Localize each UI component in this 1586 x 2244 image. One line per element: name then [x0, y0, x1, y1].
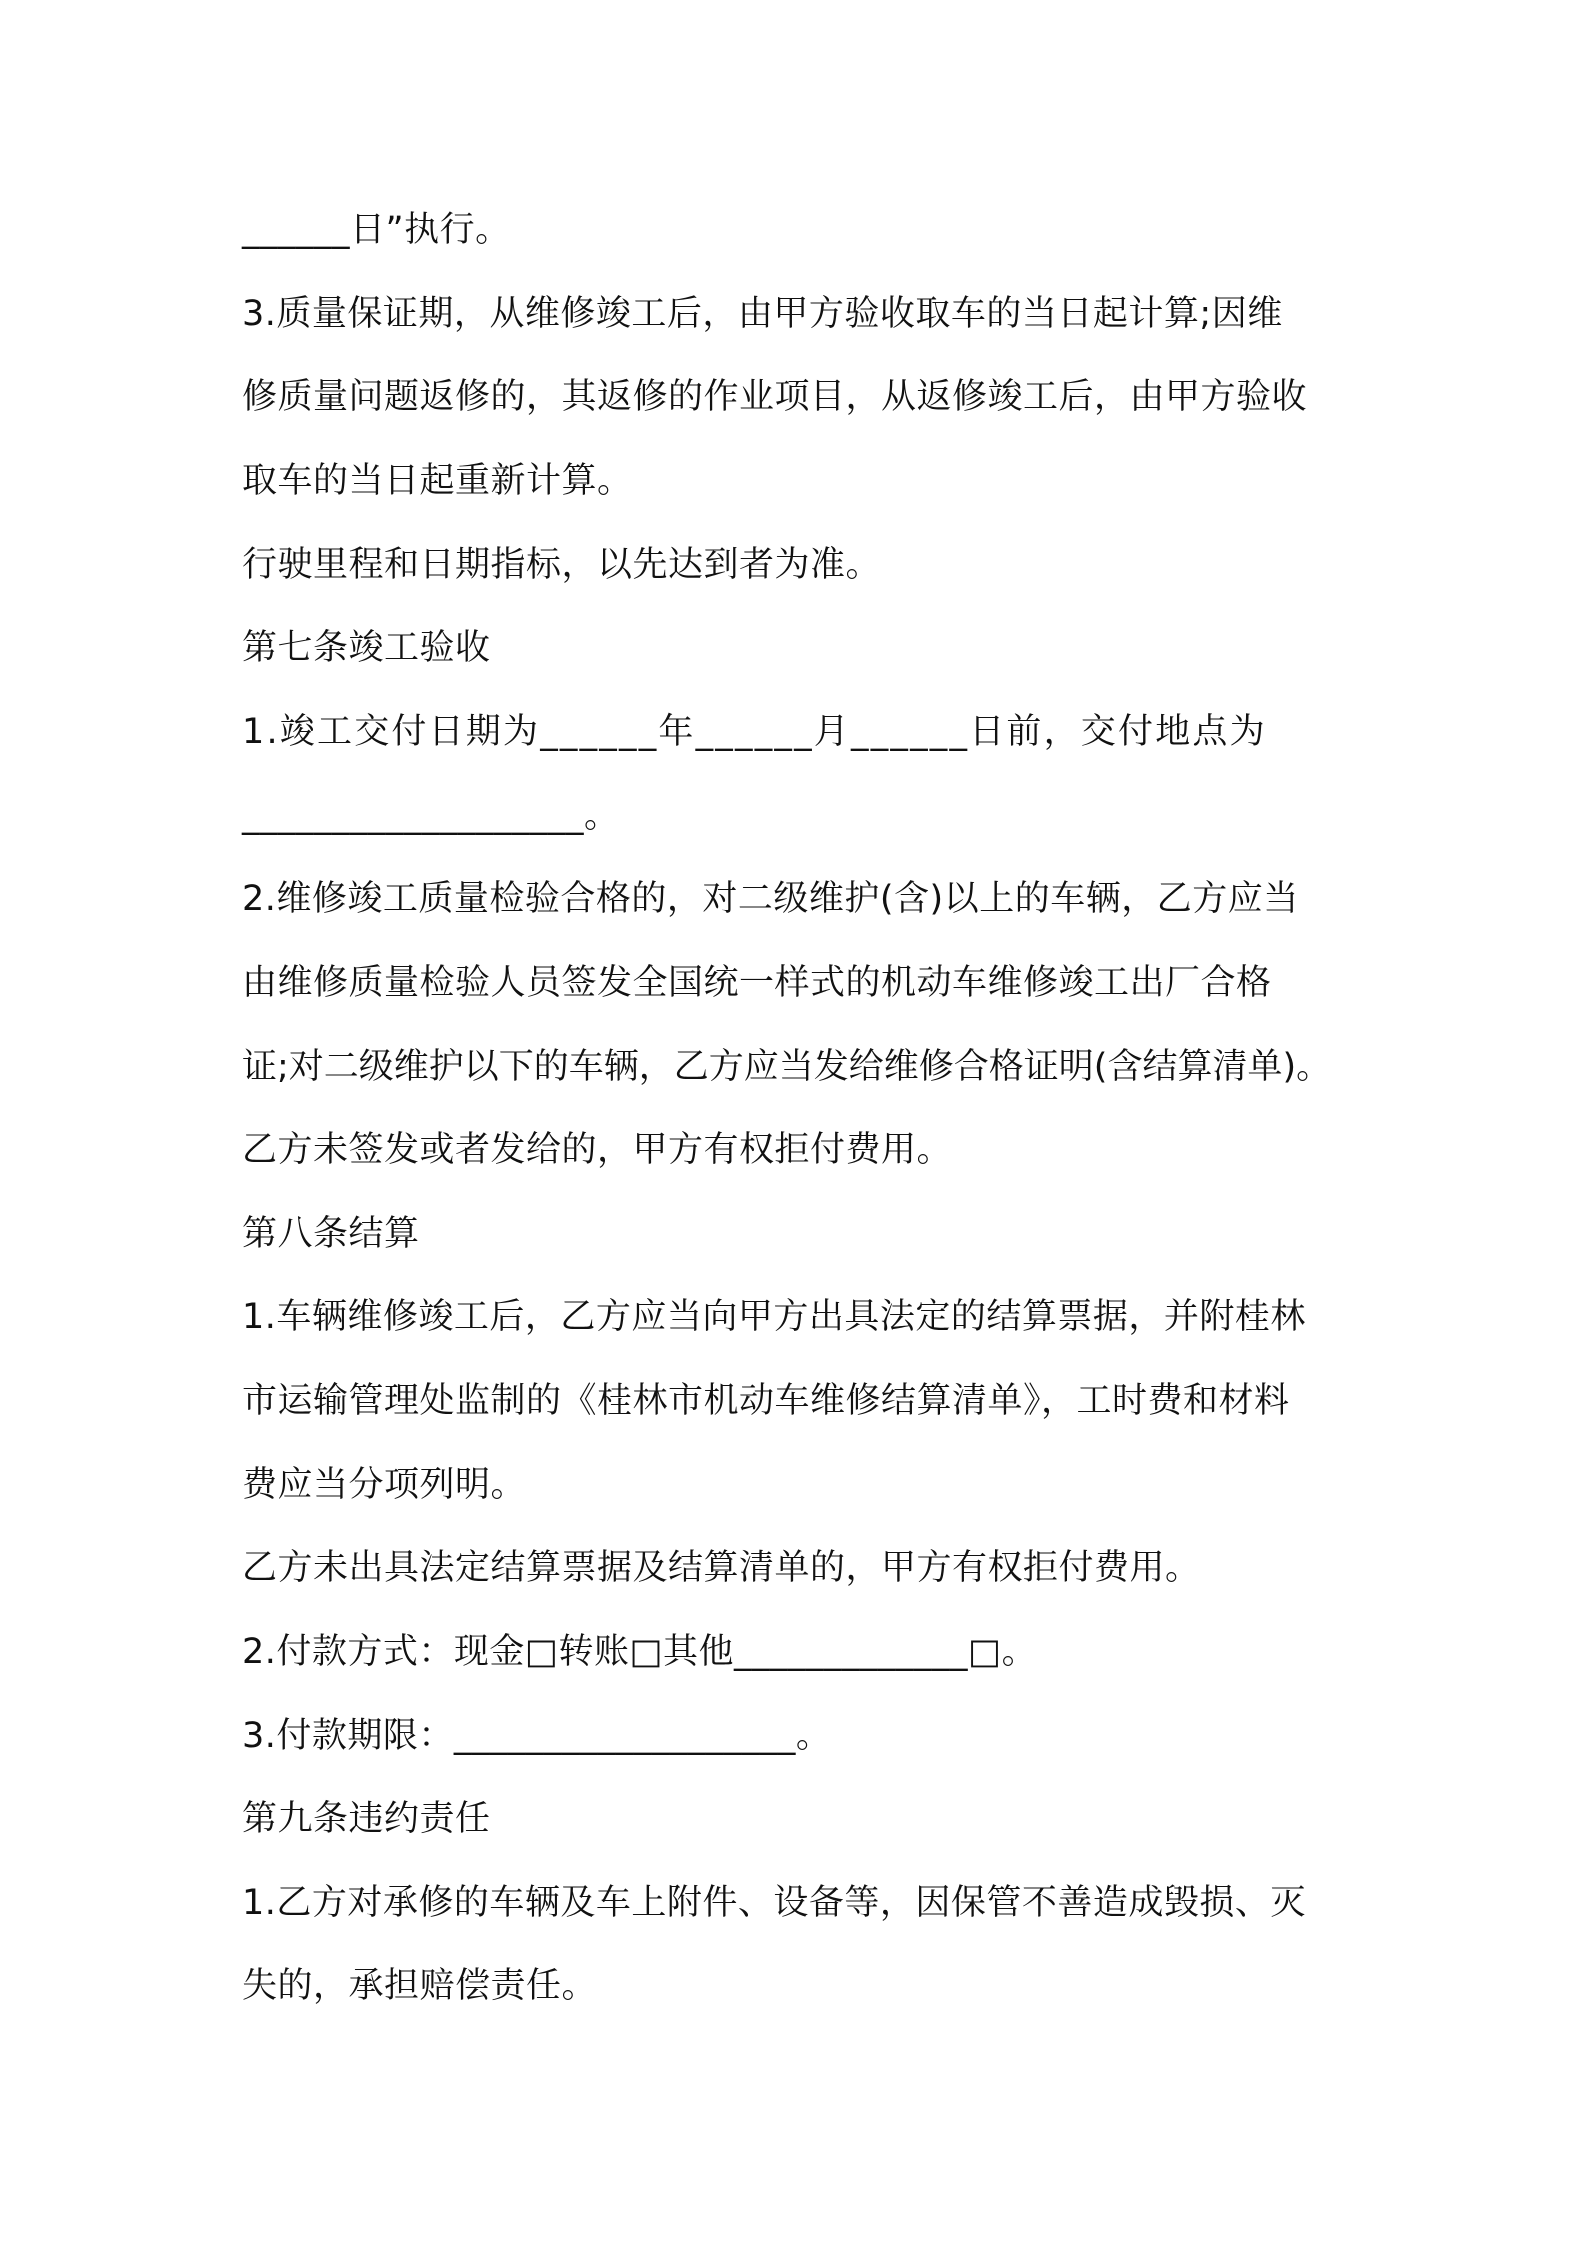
text-line: ______日”执行。 [242, 210, 511, 250]
text-line: 1.车辆维修竣工后，乙方应当向甲方出具法定的结算票据，并附桂林 [242, 1297, 1306, 1337]
text-line: 证;对二级维护以下的车辆，乙方应当发给维修合格证明(含结算清单)。 [242, 1047, 1332, 1087]
text-line: 3.付款期限：___________________。 [242, 1716, 832, 1756]
section-heading: 第八条结算 [242, 1214, 420, 1254]
text-line: 修质量问题返修的，其返修的作业项目，从返修竣工后，由甲方验收 [242, 377, 1308, 417]
text-line: 由维修质量检验人员签发全国统一样式的机动车维修竣工出厂合格 [242, 963, 1272, 1003]
text-line: 行驶里程和日期指标，以先达到者为准。 [242, 545, 882, 585]
text-line: 失的，承担赔偿责任。 [242, 1966, 598, 2006]
text-line: 乙方未签发或者发给的，甲方有权拒付费用。 [242, 1130, 953, 1170]
section-heading: 第七条竣工验收 [242, 628, 491, 668]
text-line: 市运输管理处监制的《桂林市机动车维修结算清单》，工时费和材料 [242, 1381, 1290, 1421]
text-line: 2.维修竣工质量检验合格的，对二级维护(含)以上的车辆，乙方应当 [242, 879, 1299, 919]
text-line: 2.付款方式：现金□转账□其他_____________□。 [242, 1632, 1038, 1672]
text-line: ___________________。 [242, 796, 620, 836]
section-heading: 第九条违约责任 [242, 1799, 491, 1839]
text-line: 取车的当日起重新计算。 [242, 461, 633, 501]
text-line: 费应当分项列明。 [242, 1465, 527, 1505]
text-line: 1.竣工交付日期为______年______月______日前，交付地点为 [242, 712, 1267, 752]
text-line: 乙方未出具法定结算票据及结算清单的，甲方有权拒付费用。 [242, 1548, 1201, 1588]
text-line: 3.质量保证期，从维修竣工后，由甲方验收取车的当日起计算;因维 [242, 294, 1283, 334]
text-line: 1.乙方对承修的车辆及车上附件、设备等，因保管不善造成毁损、灭 [242, 1883, 1306, 1923]
